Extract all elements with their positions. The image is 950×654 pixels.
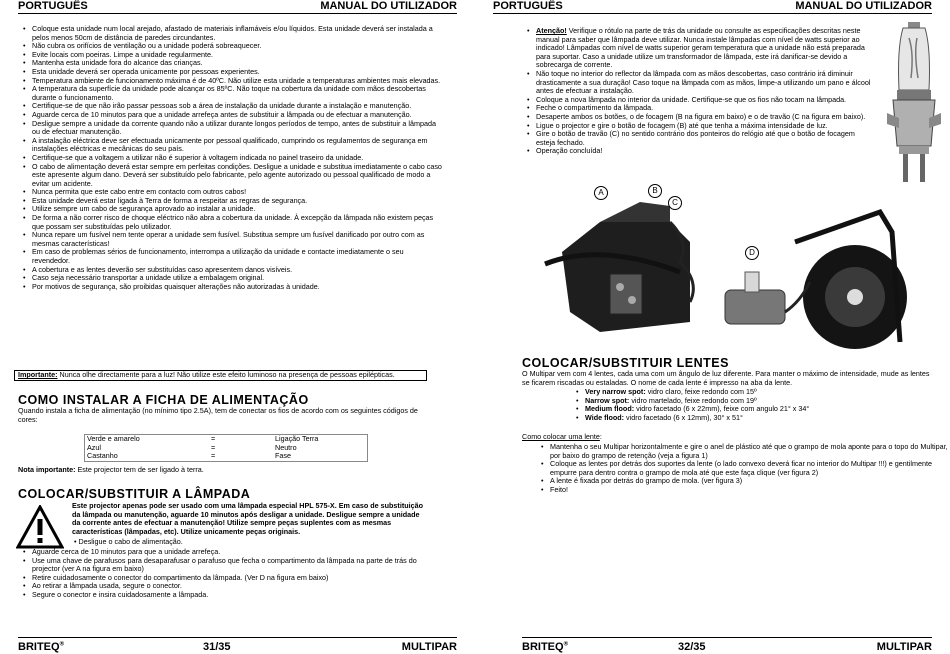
footer-page-number: 32/35	[678, 641, 706, 653]
footer-brand	[18, 641, 64, 653]
install-text: Quando instala a ficha de alimentação (no mínimo tipo 2.5A), tem de conectar os fios de acordo com os seguintes códigos de cores:	[18, 406, 418, 424]
lamp-instruction-item: • Operação concluída!	[536, 147, 876, 156]
safety-item: • Em caso de problemas sérios de funcionamento, interrompa a utilização da unidade e contacte imediatamente o seu revendedor.	[32, 248, 442, 265]
lamp-instruction-item: • Não toque no interior do reflector da lâmpada com as mãos descobertas, caso contrário irá diminuir drasticamente a sua duração! Caso toque na lâmpada com as mãos, limpe-a utilizando um pano e álcool antes de efectuar a instalação.	[536, 70, 876, 96]
header-language: PORTUGUÊS	[18, 0, 88, 12]
wire-cell: Castanho	[87, 451, 118, 461]
footer-reg: ®	[563, 641, 568, 648]
how-to-colon: :	[599, 432, 602, 441]
header-title: MANUAL DO UTILIZADOR	[795, 0, 932, 12]
lamp-bulb-illustration	[885, 18, 943, 188]
lamp-steps	[18, 548, 442, 600]
wire-cell: Ligação Terra	[275, 434, 319, 443]
lens-types-list	[571, 388, 885, 422]
attention-item	[536, 27, 876, 70]
safety-item: • De forma a não correr risco de choque eléctrico não abra a cobertura da unidade. À excepção da lâmpada não existem peças que possam ser substituídas pelo utilizador.	[32, 214, 442, 231]
wire-cell: =	[211, 451, 216, 461]
lamp-heading: COLOCAR/SUBSTITUIR A LÂMPADA	[18, 487, 251, 501]
how-to-label: Como colocar uma lente	[522, 432, 600, 441]
lens-step: • Coloque as lentes por detrás dos suportes da lente (o lado convexo deverá ficar no interior do Multipar !!!) e gentilmente empurre para dentro contra o grampo de mola até que este faça clique (ver figura 2)	[550, 460, 950, 477]
lens-desc: vidro facetado (6 x 22mm), feixe com angulo 21° x 34°	[634, 404, 810, 414]
lens-steps	[536, 443, 950, 495]
install-heading: COMO INSTALAR A FICHA DE ALIMENTAÇÃO	[18, 393, 309, 407]
important-note	[18, 466, 204, 475]
lamp-instructions-list	[522, 27, 876, 156]
lens-name: Wide flood:	[585, 412, 625, 422]
lens-heading: COLOCAR/SUBSTITUIR LENTES	[522, 356, 729, 370]
lamp-step: • Retire cuidadosamente o conector do compartimento da lâmpada. (Ver D na figura em baixo)	[32, 574, 442, 583]
page-header	[18, 0, 457, 14]
safety-item: • Esta unidade deverá ser operada unicamente por pessoas experientes.	[32, 68, 442, 77]
wire-color-table	[84, 434, 368, 462]
safety-item: • Temperatura ambiente de funcionamento máxima é de 40ºC. Não utilize esta unidade a temperaturas ambientes mais elevadas.	[32, 77, 442, 86]
wire-row	[85, 452, 368, 461]
lens-desc: vidro claro, feixe redondo com 15º	[645, 387, 757, 396]
lens-intro: O Multipar vem com 4 lentes, cada uma com um ângulo de luz diferente. Para manter o máximo de intensidade, mude as lentes se ficarem riscadas ou estaladas. O nome de cada lente é impresso na aba da lente.	[522, 369, 930, 387]
lens-step: • A lente é fixada por detrás do grampo de mola. (ver figura 3)	[550, 477, 950, 486]
safety-item: • Aguarde cerca de 10 minutos para que a unidade arrefeça antes de substituir a lâmpada ou de efectuar a manutenção.	[32, 111, 442, 120]
figure-label-b: B	[648, 184, 662, 198]
lens-name: Very narrow spot:	[585, 387, 646, 396]
lamp-step: • Aguarde cerca de 10 minutos para que a unidade arrefeça.	[32, 548, 442, 557]
safety-item: • Caso seja necessário transportar a unidade utilize a embalagem original.	[32, 274, 442, 283]
lens-name: Medium flood:	[585, 404, 635, 414]
lamp-instruction-item: • Desaperte ambos os botões, o de focagem (B na figura em baixo) e o de travão (C na figura em baixo).	[536, 113, 876, 122]
attention-text: Verifique o rótulo na parte de trás da unidade ou consulte as especificações descritas neste manual para saber que lâmpada deve utilizar. Nunca instale lâmpadas com nível de watts superior ao indicado! Lâmpadas com nível de watts superior geram temperatura que a unidade não está preparada para suportar. Caso a unidade utilize um transformador de lâmpada, este irá danificar-se devido a sobrecarga de corrente.	[536, 26, 865, 70]
lamp-instruction-item: • Coloque a nova lâmpada no interior da unidade. Certifique-se que os fios não tocam na lâmpada.	[536, 96, 876, 105]
note-label: Nota importante:	[18, 465, 76, 474]
safety-item: • Coloque esta unidade num local arejado, afastado de materiais inflamáveis e/ou líquidos. Esta unidade deverá ser instalada a pelos menos 50cm de distância de paredes circundantes.	[32, 25, 442, 42]
footer-reg: ®	[59, 641, 64, 648]
footer-page-number: 31/35	[203, 641, 231, 653]
lamp-instruction-item: • Feche o compartimento da lâmpada.	[536, 104, 876, 113]
important-label: Importante:	[18, 370, 58, 379]
lamp-warning: Este projector apenas pode ser usado com uma lâmpada especial HPL 575-X. Em caso de substituição da lâmpada ou manutenção, aguarde 10 minutos após desligar a unidade. Desligue sempre a unidade da corrente antes de efectuar a manutenção! Utilize sempre peças suplentes com as mesmas características (lâmpadas, etc). Utilize unicamente peças originais.	[72, 501, 423, 536]
safety-item: • Mantenha esta unidade fora do alcance das crianças.	[32, 59, 442, 68]
important-box	[14, 370, 427, 381]
wire-cell: Neutro	[275, 442, 297, 452]
figure-label-d: D	[745, 246, 759, 260]
right-page	[475, 0, 950, 654]
page-footer	[18, 637, 457, 653]
safety-item: • Por motivos de segurança, são proibidas quaisquer alterações não autorizadas à unidade.	[32, 283, 442, 292]
important-text: Nunca olhe directamente para a luz! Não utilize este efeito luminoso na presença de pessoas epilépticas.	[57, 370, 395, 379]
lens-type-item	[585, 414, 885, 423]
warning-icon	[16, 505, 64, 549]
header-title: MANUAL DO UTILIZADOR	[320, 0, 457, 12]
safety-item: • Utilize sempre um cabo de segurança aprovado ao instalar a unidade.	[32, 205, 442, 214]
note-text: Este projector tem de ser ligado à terra.	[75, 465, 204, 474]
safety-item: • A instalação eléctrica deve ser efectuada unicamente por pessoal qualificado, cumprindo os regulamentos de segurança em instalações eléctricas e mecânicas do seu país.	[32, 137, 442, 154]
footer-model: MULTIPAR	[876, 641, 932, 653]
figure-label-c: C	[668, 196, 682, 210]
wire-cell: Azul	[87, 442, 101, 452]
figure-label-a: A	[594, 186, 608, 200]
safety-item: • Nunca repare um fusível nem tente operar a unidade sem fusível. Substitua sempre um fusível danificado por outro com as mesmas características!	[32, 231, 442, 248]
safety-item: • O cabo de alimentação deverá estar sempre em perfeitas condições. Desligue a unidade e substitua imediatamente o cabo caso este apresente algum dano. Deverá ser substituído pelo fabricante, pelo agente autorizado ou pessoal qualificado de modo a evitar um acidente.	[32, 163, 442, 189]
wire-row	[85, 435, 368, 444]
page-footer	[522, 637, 932, 653]
safety-item: • A temperatura da superfície da unidade pode alcançar os 85ºC. Não toque na cobertura da unidade com mãos descobertas durante o funcionamento.	[32, 85, 442, 102]
footer-model: MULTIPAR	[401, 641, 457, 653]
lamp-step: • Ao retirar a lâmpada usada, segure o conector.	[32, 582, 442, 591]
safety-item: • Evite locais com poeiras. Limpe a unidade regularmente.	[32, 51, 442, 60]
lamp-instruction-item: • Ligue o projector e gire o botão de focagem (B) até que tenha a máxima intensidade de luz.	[536, 122, 876, 131]
safety-item: • Certifique-se que a voltagem a utilizar não é superior à voltagem indicada no painel traseiro da unidade.	[32, 154, 442, 163]
projector-photo	[540, 182, 940, 350]
lamp-first-step: • Desligue o cabo de alimentação.	[74, 537, 183, 546]
footer-brand	[522, 641, 568, 653]
safety-list	[18, 25, 442, 291]
safety-item: • Nunca permita que este cabo entre em contacto com outros cabos!	[32, 188, 442, 197]
safety-item: • Não cubra os orifícios de ventilação ou a unidade poderá sobreaquecer.	[32, 42, 442, 51]
wire-cell: Verde e amarelo	[87, 434, 140, 443]
lens-name: Narrow spot:	[585, 395, 630, 405]
safety-item: • A cobertura e as lentes deverão ser substituídas caso apresentem danos visíveis.	[32, 266, 442, 275]
footer-brand-text: BRITEQ	[18, 641, 60, 653]
page-header	[493, 0, 932, 14]
safety-item: • Certifique-se de que não irão passar pessoas sob a área de instalação da unidade durante a instalação e manutenção.	[32, 102, 442, 111]
wire-row	[85, 444, 368, 453]
safety-item: • Desligue sempre a unidade da corrente quando não a utilizar durante longos períodos de tempo, antes de substituir a lâmpada ou de efectuar manutenção.	[32, 120, 442, 137]
lamp-step: • Use uma chave de parafusos para desaparafusar o parafuso que fecha o compartimento da lâmpada na parte de trás do projector (ver A na figura em baixo)	[32, 557, 442, 574]
lens-desc: vidro facetado (6 x 12mm), 30° x 51°	[624, 412, 743, 422]
header-language: PORTUGUÊS	[493, 0, 563, 12]
attention-label: Atenção!	[536, 26, 567, 35]
how-to-heading	[522, 433, 602, 442]
lamp-step: • Segure o conector e insira cuidadosamente a lâmpada.	[32, 591, 442, 600]
lamp-instruction-item: • Gire o botão de travão (C) no sentido contrário dos ponteiros do relógio até que o botão de focagem esteja fechado.	[536, 130, 876, 147]
lens-step: • Feito!	[550, 486, 950, 495]
wire-cell: =	[211, 434, 216, 443]
safety-item: • Esta unidade deverá estar ligada à Terra de forma a respeitar as regras de segurança.	[32, 197, 442, 206]
wire-cell: Fase	[275, 451, 291, 461]
lens-step: • Mantenha o seu Multipar horizontalmente e gire o anel de plástico até que o grampo de mola aponte para o topo do Multipar, por baixo do grampo de retenção (veja a figura 1)	[550, 443, 950, 460]
lens-desc: vidro martelado, feixe redondo com 19º	[629, 395, 757, 405]
footer-brand-text: BRITEQ	[522, 641, 564, 653]
lamp-first-step-text: Desligue o cabo de alimentação.	[78, 537, 183, 546]
wire-cell: =	[211, 442, 216, 452]
